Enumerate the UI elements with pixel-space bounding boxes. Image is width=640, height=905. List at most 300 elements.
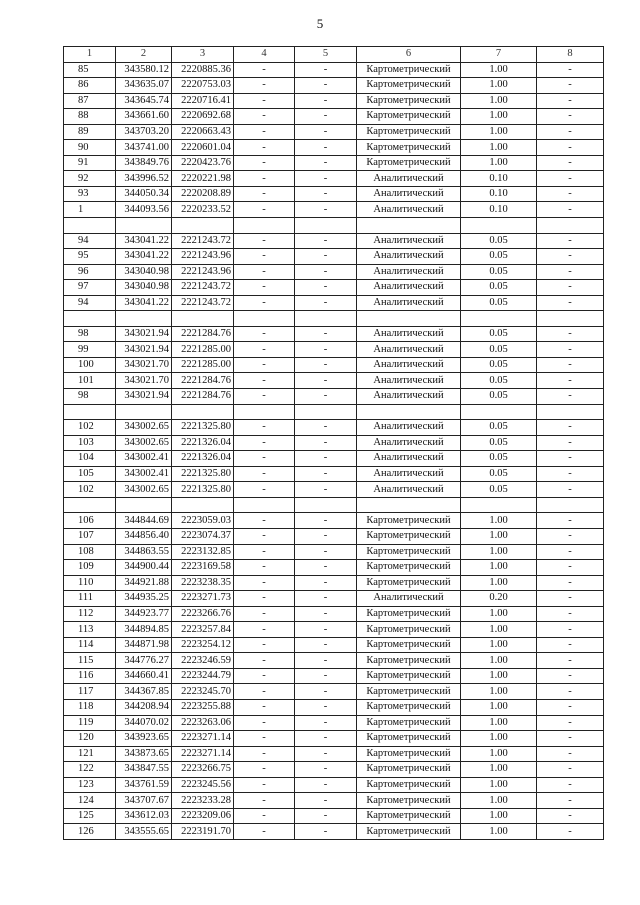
col-8-cell: -	[537, 435, 604, 451]
point-number-cell: 119	[64, 715, 116, 731]
method-cell: Картометрический	[357, 622, 461, 638]
point-number-cell: 110	[64, 575, 116, 591]
table-row	[64, 124, 604, 140]
table-body	[64, 62, 604, 839]
table-row	[64, 668, 604, 684]
method-cell: Аналитический	[357, 342, 461, 358]
accuracy-cell: 1.00	[461, 124, 537, 140]
point-number-cell: 108	[64, 544, 116, 560]
x-coordinate-cell: 343741.00	[116, 140, 172, 156]
y-coordinate-cell: 2223233.28	[172, 793, 234, 809]
y-coordinate-cell: 2223266.75	[172, 762, 234, 778]
x-coordinate-cell: 343847.55	[116, 762, 172, 778]
x-coordinate-cell: 343661.60	[116, 109, 172, 125]
col-5-cell: -	[295, 731, 357, 747]
y-coordinate-cell: 2223257.84	[172, 622, 234, 638]
col-8-cell: -	[537, 233, 604, 249]
col-4-cell: -	[234, 249, 295, 265]
col-4-cell: -	[234, 482, 295, 498]
col-8-cell: -	[537, 264, 604, 280]
col-4-cell: -	[234, 202, 295, 218]
y-coordinate-cell: 2220233.52	[172, 202, 234, 218]
col-4-cell: -	[234, 715, 295, 731]
col-5-cell: -	[295, 295, 357, 311]
col-4-cell: -	[234, 451, 295, 467]
col-4-cell: -	[234, 342, 295, 358]
col-5-cell: -	[295, 606, 357, 622]
col-4-cell: -	[234, 575, 295, 591]
y-coordinate-cell: 2220692.68	[172, 109, 234, 125]
y-coordinate-cell: 2223271.73	[172, 591, 234, 607]
col-8-cell: -	[537, 622, 604, 638]
table-row	[64, 420, 604, 436]
y-coordinate-cell	[172, 218, 234, 234]
col-5-cell: -	[295, 746, 357, 762]
table-row	[64, 544, 604, 560]
point-number-cell	[64, 218, 116, 234]
accuracy-cell: 0.05	[461, 249, 537, 265]
col-5-cell: -	[295, 560, 357, 576]
col-8-cell	[537, 218, 604, 234]
x-coordinate-cell: 343761.59	[116, 777, 172, 793]
x-coordinate-cell: 344894.85	[116, 622, 172, 638]
col-5-cell: -	[295, 793, 357, 809]
col-8-cell: -	[537, 280, 604, 296]
col-5-cell: -	[295, 249, 357, 265]
table-row	[64, 249, 604, 265]
method-cell: Картометрический	[357, 575, 461, 591]
method-cell: Картометрический	[357, 637, 461, 653]
y-coordinate-cell: 2220423.76	[172, 155, 234, 171]
col-5-cell: -	[295, 622, 357, 638]
method-cell: Картометрический	[357, 78, 461, 94]
x-coordinate-cell: 343002.65	[116, 482, 172, 498]
col-4-cell: -	[234, 668, 295, 684]
col-8-cell: -	[537, 762, 604, 778]
point-number-cell: 91	[64, 155, 116, 171]
method-cell: Картометрический	[357, 93, 461, 109]
col-4-cell	[234, 404, 295, 420]
accuracy-cell: 1.00	[461, 808, 537, 824]
y-coordinate-cell	[172, 404, 234, 420]
col-8-cell: -	[537, 124, 604, 140]
table-row	[64, 793, 604, 809]
y-coordinate-cell: 2223245.56	[172, 777, 234, 793]
table-row	[64, 699, 604, 715]
accuracy-cell: 0.05	[461, 389, 537, 405]
col-8-cell: -	[537, 793, 604, 809]
col-8-cell: -	[537, 140, 604, 156]
y-coordinate-cell: 2221243.96	[172, 264, 234, 280]
x-coordinate-cell: 343849.76	[116, 155, 172, 171]
point-number-cell: 105	[64, 466, 116, 482]
accuracy-cell: 0.05	[461, 264, 537, 280]
col-4-cell: -	[234, 62, 295, 78]
col-5-cell: -	[295, 513, 357, 529]
table-row	[64, 202, 604, 218]
col-4-cell: -	[234, 93, 295, 109]
method-cell: Картометрический	[357, 684, 461, 700]
y-coordinate-cell: 2223255.88	[172, 699, 234, 715]
table-row	[64, 78, 604, 94]
col-8-cell: -	[537, 746, 604, 762]
point-number-cell: 100	[64, 357, 116, 373]
column-header: 2	[116, 47, 172, 63]
point-number-cell: 123	[64, 777, 116, 793]
table-row	[64, 389, 604, 405]
method-cell: Картометрический	[357, 606, 461, 622]
col-4-cell: -	[234, 762, 295, 778]
col-5-cell: -	[295, 575, 357, 591]
point-number-cell: 101	[64, 373, 116, 389]
accuracy-cell: 0.05	[461, 373, 537, 389]
method-cell: Аналитический	[357, 280, 461, 296]
method-cell: Картометрический	[357, 124, 461, 140]
point-number-cell: 111	[64, 591, 116, 607]
point-number-cell: 92	[64, 171, 116, 187]
y-coordinate-cell: 2223245.70	[172, 684, 234, 700]
method-cell: Аналитический	[357, 451, 461, 467]
col-5-cell: -	[295, 777, 357, 793]
x-coordinate-cell: 343002.65	[116, 435, 172, 451]
table-row	[64, 264, 604, 280]
point-number-cell: 102	[64, 482, 116, 498]
col-8-cell: -	[537, 482, 604, 498]
accuracy-cell: 0.05	[461, 326, 537, 342]
x-coordinate-cell: 343021.94	[116, 342, 172, 358]
x-coordinate-cell: 343923.65	[116, 731, 172, 747]
spacer-row	[64, 404, 604, 420]
y-coordinate-cell: 2223132.85	[172, 544, 234, 560]
x-coordinate-cell: 343021.70	[116, 373, 172, 389]
col-4-cell: -	[234, 777, 295, 793]
y-coordinate-cell: 2221243.72	[172, 295, 234, 311]
point-number-cell: 90	[64, 140, 116, 156]
y-coordinate-cell: 2223238.35	[172, 575, 234, 591]
accuracy-cell: 0.10	[461, 202, 537, 218]
accuracy-cell: 1.00	[461, 699, 537, 715]
col-4-cell: -	[234, 699, 295, 715]
y-coordinate-cell	[172, 497, 234, 513]
y-coordinate-cell: 2221326.04	[172, 435, 234, 451]
method-cell: Аналитический	[357, 186, 461, 202]
method-cell: Картометрический	[357, 793, 461, 809]
point-number-cell: 117	[64, 684, 116, 700]
y-coordinate-cell: 2223271.14	[172, 731, 234, 747]
point-number-cell: 98	[64, 326, 116, 342]
table-row	[64, 777, 604, 793]
col-5-cell: -	[295, 668, 357, 684]
accuracy-cell: 1.00	[461, 762, 537, 778]
accuracy-cell: 1.00	[461, 622, 537, 638]
spacer-row	[64, 218, 604, 234]
x-coordinate-cell: 344900.44	[116, 560, 172, 576]
col-8-cell: -	[537, 171, 604, 187]
x-coordinate-cell: 344923.77	[116, 606, 172, 622]
point-number-cell: 97	[64, 280, 116, 296]
col-5-cell: -	[295, 451, 357, 467]
point-number-cell: 103	[64, 435, 116, 451]
col-8-cell	[537, 311, 604, 327]
col-5-cell: -	[295, 280, 357, 296]
col-5-cell: -	[295, 140, 357, 156]
col-8-cell: -	[537, 513, 604, 529]
point-number-cell: 104	[64, 451, 116, 467]
col-5-cell: -	[295, 155, 357, 171]
col-5-cell: -	[295, 544, 357, 560]
x-coordinate-cell: 344093.56	[116, 202, 172, 218]
col-8-cell: -	[537, 357, 604, 373]
y-coordinate-cell: 2221243.72	[172, 233, 234, 249]
table-row	[64, 746, 604, 762]
method-cell: Картометрический	[357, 544, 461, 560]
accuracy-cell: 0.05	[461, 451, 537, 467]
col-5-cell: -	[295, 684, 357, 700]
y-coordinate-cell: 2221325.80	[172, 466, 234, 482]
accuracy-cell: 1.00	[461, 715, 537, 731]
y-coordinate-cell: 2220885.36	[172, 62, 234, 78]
col-8-cell: -	[537, 78, 604, 94]
point-number-cell: 93	[64, 186, 116, 202]
x-coordinate-cell: 343635.07	[116, 78, 172, 94]
y-coordinate-cell	[172, 311, 234, 327]
col-4-cell: -	[234, 264, 295, 280]
x-coordinate-cell: 343002.41	[116, 451, 172, 467]
col-5-cell: -	[295, 762, 357, 778]
point-number-cell: 125	[64, 808, 116, 824]
accuracy-cell: 0.05	[461, 435, 537, 451]
table-row	[64, 373, 604, 389]
x-coordinate-cell: 344921.88	[116, 575, 172, 591]
col-5-cell: -	[295, 420, 357, 436]
col-4-cell: -	[234, 280, 295, 296]
col-5-cell	[295, 497, 357, 513]
col-5-cell: -	[295, 466, 357, 482]
x-coordinate-cell: 344856.40	[116, 528, 172, 544]
col-5-cell: -	[295, 373, 357, 389]
column-header: 3	[172, 47, 234, 63]
method-cell: Аналитический	[357, 233, 461, 249]
method-cell: Картометрический	[357, 777, 461, 793]
col-4-cell: -	[234, 78, 295, 94]
method-cell	[357, 218, 461, 234]
table-row	[64, 528, 604, 544]
col-8-cell: -	[537, 684, 604, 700]
col-4-cell: -	[234, 233, 295, 249]
table-row	[64, 295, 604, 311]
x-coordinate-cell	[116, 404, 172, 420]
col-5-cell: -	[295, 482, 357, 498]
col-4-cell: -	[234, 513, 295, 529]
y-coordinate-cell: 2221325.80	[172, 420, 234, 436]
col-4-cell: -	[234, 637, 295, 653]
col-8-cell: -	[537, 109, 604, 125]
col-5-cell: -	[295, 171, 357, 187]
col-8-cell: -	[537, 824, 604, 840]
col-5-cell: -	[295, 824, 357, 840]
method-cell: Аналитический	[357, 295, 461, 311]
y-coordinate-cell: 2220601.04	[172, 140, 234, 156]
col-4-cell: -	[234, 528, 295, 544]
accuracy-cell: 1.00	[461, 560, 537, 576]
y-coordinate-cell: 2220753.03	[172, 78, 234, 94]
x-coordinate-cell: 343040.98	[116, 280, 172, 296]
point-number-cell: 94	[64, 233, 116, 249]
col-5-cell: -	[295, 389, 357, 405]
col-4-cell: -	[234, 746, 295, 762]
y-coordinate-cell: 2221243.96	[172, 249, 234, 265]
col-4-cell: -	[234, 684, 295, 700]
col-5-cell: -	[295, 233, 357, 249]
accuracy-cell: 1.00	[461, 684, 537, 700]
y-coordinate-cell: 2223271.14	[172, 746, 234, 762]
y-coordinate-cell: 2220221.98	[172, 171, 234, 187]
table-row	[64, 606, 604, 622]
col-4-cell: -	[234, 731, 295, 747]
y-coordinate-cell: 2223074.37	[172, 528, 234, 544]
point-number-cell	[64, 404, 116, 420]
point-number-cell: 85	[64, 62, 116, 78]
point-number-cell: 102	[64, 420, 116, 436]
x-coordinate-cell: 344208.94	[116, 699, 172, 715]
method-cell	[357, 311, 461, 327]
accuracy-cell: 0.10	[461, 171, 537, 187]
method-cell: Аналитический	[357, 591, 461, 607]
accuracy-cell: 1.00	[461, 155, 537, 171]
header-row	[64, 47, 604, 63]
x-coordinate-cell: 343021.94	[116, 326, 172, 342]
method-cell	[357, 497, 461, 513]
point-number-cell: 124	[64, 793, 116, 809]
y-coordinate-cell: 2223266.76	[172, 606, 234, 622]
y-coordinate-cell: 2221285.00	[172, 342, 234, 358]
col-8-cell: -	[537, 544, 604, 560]
table-row	[64, 357, 604, 373]
y-coordinate-cell: 2223191.70	[172, 824, 234, 840]
table-row	[64, 171, 604, 187]
method-cell: Аналитический	[357, 420, 461, 436]
col-4-cell: -	[234, 466, 295, 482]
table-row	[64, 93, 604, 109]
method-cell: Картометрический	[357, 699, 461, 715]
col-5-cell	[295, 311, 357, 327]
col-8-cell: -	[537, 420, 604, 436]
y-coordinate-cell: 2221285.00	[172, 357, 234, 373]
point-number-cell: 109	[64, 560, 116, 576]
table-row	[64, 715, 604, 731]
x-coordinate-cell: 343707.67	[116, 793, 172, 809]
point-number-cell: 98	[64, 389, 116, 405]
point-number-cell: 94	[64, 295, 116, 311]
accuracy-cell: 1.00	[461, 668, 537, 684]
col-5-cell: -	[295, 109, 357, 125]
col-8-cell: -	[537, 528, 604, 544]
table-row	[64, 591, 604, 607]
method-cell: Картометрический	[357, 715, 461, 731]
method-cell: Картометрический	[357, 560, 461, 576]
col-4-cell: -	[234, 373, 295, 389]
x-coordinate-cell: 344070.02	[116, 715, 172, 731]
accuracy-cell: 0.05	[461, 357, 537, 373]
col-8-cell: -	[537, 575, 604, 591]
method-cell: Аналитический	[357, 435, 461, 451]
y-coordinate-cell: 2223169.58	[172, 560, 234, 576]
point-number-cell: 120	[64, 731, 116, 747]
point-number-cell: 118	[64, 699, 116, 715]
method-cell	[357, 404, 461, 420]
accuracy-cell: 0.05	[461, 295, 537, 311]
accuracy-cell	[461, 497, 537, 513]
col-8-cell: -	[537, 777, 604, 793]
method-cell: Картометрический	[357, 746, 461, 762]
col-5-cell: -	[295, 653, 357, 669]
table-row	[64, 482, 604, 498]
accuracy-cell: 1.00	[461, 528, 537, 544]
table-row	[64, 466, 604, 482]
col-8-cell: -	[537, 186, 604, 202]
y-coordinate-cell: 2221243.72	[172, 280, 234, 296]
x-coordinate-cell: 344050.34	[116, 186, 172, 202]
col-4-cell: -	[234, 606, 295, 622]
method-cell: Аналитический	[357, 249, 461, 265]
x-coordinate-cell: 343041.22	[116, 233, 172, 249]
accuracy-cell: 1.00	[461, 606, 537, 622]
x-coordinate-cell: 344935.25	[116, 591, 172, 607]
table-row	[64, 155, 604, 171]
col-8-cell: -	[537, 202, 604, 218]
col-8-cell: -	[537, 326, 604, 342]
col-4-cell: -	[234, 622, 295, 638]
accuracy-cell: 0.05	[461, 482, 537, 498]
col-4-cell	[234, 218, 295, 234]
method-cell: Аналитический	[357, 389, 461, 405]
point-number-cell: 115	[64, 653, 116, 669]
col-8-cell: -	[537, 731, 604, 747]
col-8-cell: -	[537, 389, 604, 405]
col-8-cell: -	[537, 466, 604, 482]
col-8-cell: -	[537, 155, 604, 171]
col-5-cell: -	[295, 326, 357, 342]
table-row	[64, 62, 604, 78]
table-row	[64, 280, 604, 296]
column-header: 8	[537, 47, 604, 63]
spacer-row	[64, 497, 604, 513]
y-coordinate-cell: 2220208.89	[172, 186, 234, 202]
x-coordinate-cell: 343002.65	[116, 420, 172, 436]
y-coordinate-cell: 2223059.03	[172, 513, 234, 529]
accuracy-cell: 1.00	[461, 824, 537, 840]
x-coordinate-cell	[116, 311, 172, 327]
x-coordinate-cell: 343555.65	[116, 824, 172, 840]
x-coordinate-cell	[116, 218, 172, 234]
x-coordinate-cell: 344660.41	[116, 668, 172, 684]
col-5-cell	[295, 218, 357, 234]
accuracy-cell: 1.00	[461, 109, 537, 125]
x-coordinate-cell: 343041.22	[116, 249, 172, 265]
table-row	[64, 342, 604, 358]
method-cell: Картометрический	[357, 653, 461, 669]
accuracy-cell	[461, 404, 537, 420]
col-8-cell: -	[537, 668, 604, 684]
col-5-cell: -	[295, 93, 357, 109]
table-row	[64, 233, 604, 249]
method-cell: Картометрический	[357, 140, 461, 156]
col-5-cell: -	[295, 637, 357, 653]
table-row	[64, 140, 604, 156]
point-number-cell: 113	[64, 622, 116, 638]
point-number-cell: 116	[64, 668, 116, 684]
col-4-cell: -	[234, 824, 295, 840]
